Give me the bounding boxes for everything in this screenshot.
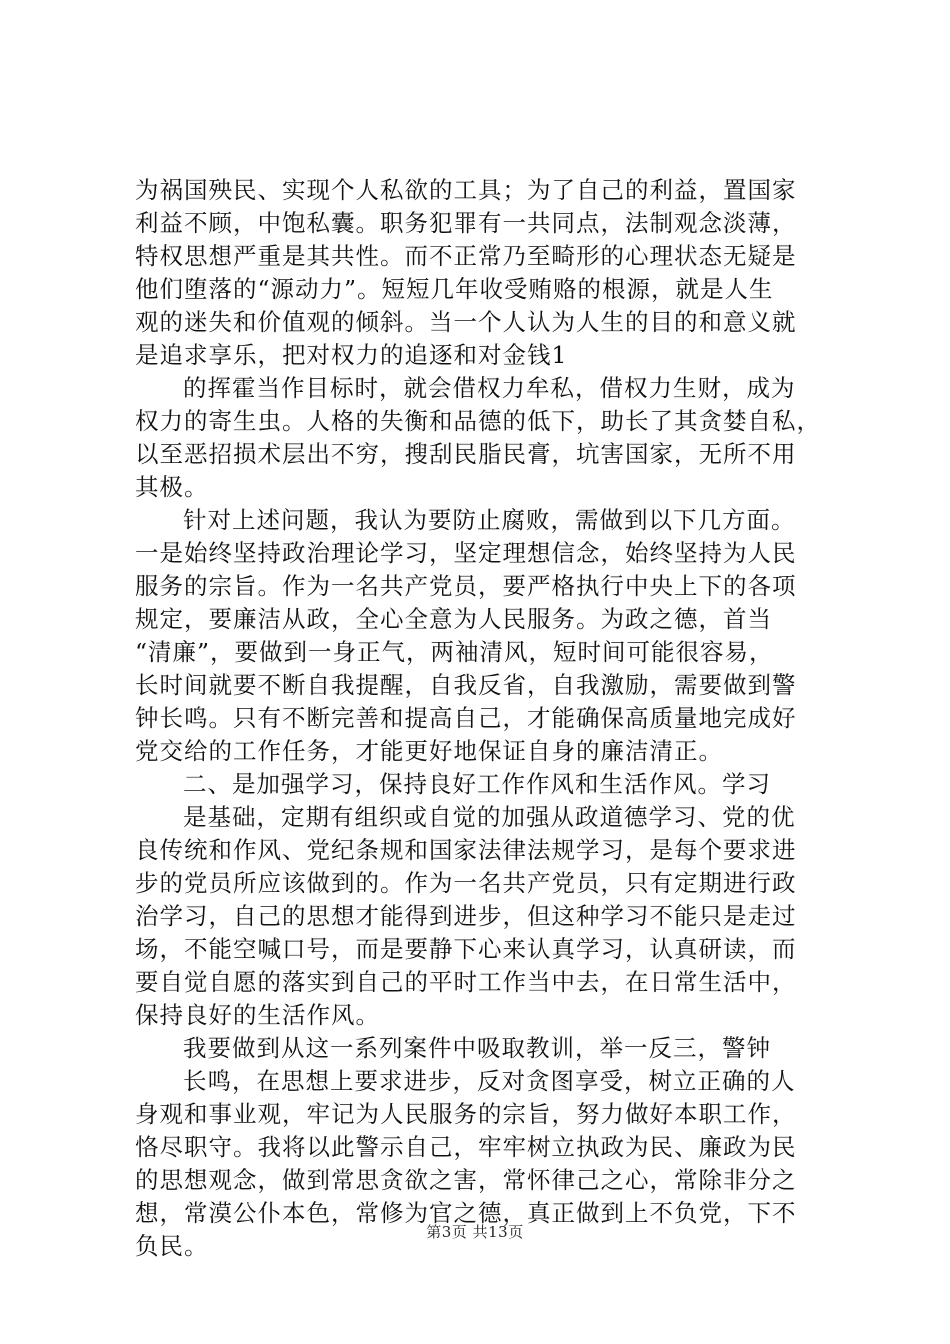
- text-line: 规定，要廉洁从政，全心全意为人民服务。为政之德，首当: [135, 605, 772, 633]
- text-line: 恪尽职守。我将以此警示自己，牢牢树立执政为民、廉政为民: [135, 1133, 797, 1161]
- text-line: 二、是加强学习，保持良好工作作风和生活作风。学习: [183, 770, 771, 798]
- text-line: 为祸国殃民、实现个人私欲的工具；为了自己的利益，置国家: [135, 176, 797, 204]
- text-line: 的思想观念，做到常思贪欲之害，常怀律己之心，常除非分之: [135, 1166, 797, 1194]
- document-body: [135, 174, 835, 1263]
- text-line: 治学习，自己的思想才能得到进步，但这种学习不能只是走过: [135, 902, 797, 930]
- text-line: 长鸣，在思想上要求进步，反对贪图享受，树立正确的人: [183, 1067, 796, 1095]
- text-line: 其极。: [135, 473, 209, 501]
- text-line: 要自觉自愿的落实到自己的平时工作当中去，在日常生活中，: [135, 968, 797, 996]
- text-line: 的挥霍当作目标时，就会借权力牟私，借权力生财，成为: [183, 374, 796, 402]
- text-line: 保持良好的生活作风。: [135, 1001, 380, 1029]
- text-line: 特权思想严重是其共性。而不正常乃至畸形的心理状态无疑是: [135, 242, 797, 270]
- text-line: 负民。: [135, 1232, 209, 1260]
- text-line: 利益不顾，中饱私囊。职务犯罪有一共同点，法制观念淡薄，: [135, 209, 797, 237]
- text-line: 一是始终坚持政治理论学习，坚定理想信念，始终坚持为人民: [135, 539, 797, 567]
- text-line: 观的迷失和价值观的倾斜。当一个人认为人生的目的和意义就: [135, 308, 797, 336]
- text-line: 针对上述问题，我认为要防止腐败，需做到以下几方面。: [183, 506, 796, 534]
- text-line: 长时间就要不断自我提醒，自我反省，自我激励，需要做到警: [135, 671, 797, 699]
- text-line: 服务的宗旨。作为一名共产党员，要严格执行中央上下的各项: [135, 572, 797, 600]
- text-line: 良传统和作风、党纪条规和国家法律法规学习，是每个要求进: [135, 836, 797, 864]
- text-line: 想，常漠公仆本色，常修为官之德，真正做到上不负党，下不: [135, 1199, 797, 1227]
- text-line: 以至恶招损术层出不穷，搜刮民脂民膏，坑害国家，无所不用: [135, 440, 797, 468]
- text-line: 钟长鸣。只有不断完善和提高自己，才能确保高质量地完成好: [135, 704, 797, 732]
- text-line: 是基础，定期有组织或自觉的加强从政道德学习、党的优: [183, 803, 796, 831]
- text-line: 权力的寄生虫。人格的失衡和品德的低下，助长了其贪婪自私，: [135, 407, 821, 435]
- text-line: 步的党员所应该做到的。作为一名共产党员，只有定期进行政: [135, 869, 797, 897]
- text-line: “清廉”，要做到一身正气，两袖清风，短时间可能很容易，: [135, 638, 774, 666]
- text-line: 是追求享乐，把对权力的追逐和对金钱1: [135, 341, 568, 369]
- text-line: 他们堕落的“源动力”。短短几年收受贿赂的根源，就是人生: [135, 275, 774, 303]
- text-line: 我要做到从这一系列案件中吸取教训，举一反三，警钟: [183, 1034, 771, 1062]
- page-number-footer: 第3页 共13页: [426, 1223, 524, 1241]
- text-line: 身观和事业观，牢记为人民服务的宗旨，努力做好本职工作，: [135, 1100, 797, 1128]
- text-line: 党交给的工作任务，才能更好地保证自身的廉洁清正。: [135, 737, 723, 765]
- text-line: 场，不能空喊口号，而是要静下心来认真学习，认真研读，而: [135, 935, 797, 963]
